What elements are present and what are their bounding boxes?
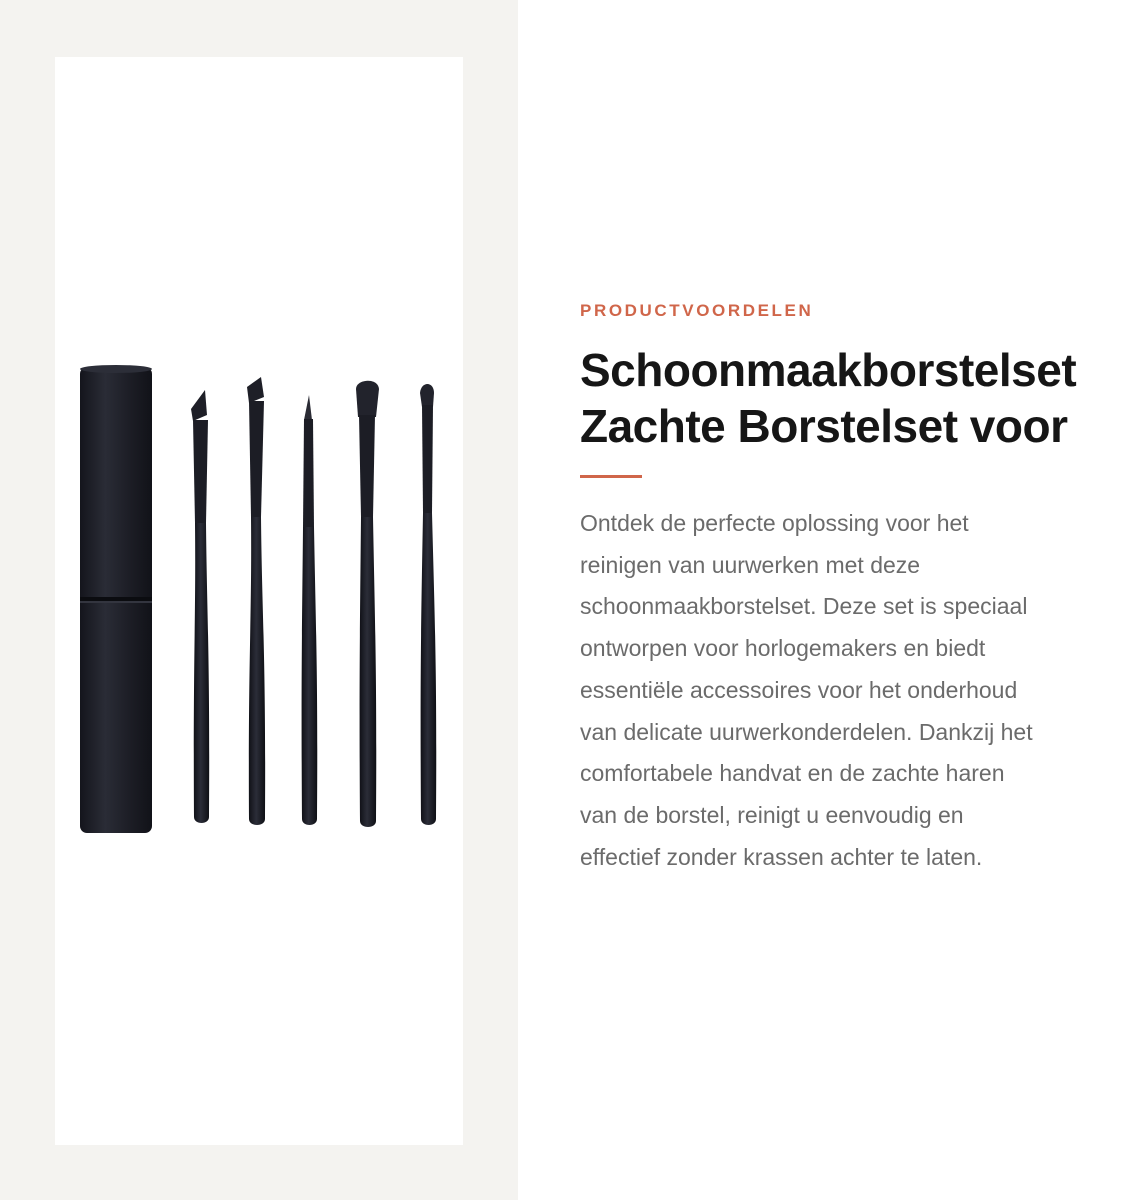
brush-case — [80, 365, 152, 833]
description-line: ontworpen voor horlogemakers en biedt — [580, 635, 986, 662]
product-description — [580, 503, 1139, 878]
product-title-line-1: Schoonmaakborstelset — [580, 344, 1077, 396]
description-line: essentiële accessoires voor het onderhoud — [580, 676, 1018, 703]
image-panel — [0, 0, 518, 1200]
product-image-card — [55, 57, 463, 1145]
description-line: schoonmaakborstelset. Deze set is speciaal — [580, 593, 1028, 620]
product-title-line-2: Zachte Borstelset voor — [580, 400, 1068, 452]
description-line: effectief zonder krassen achter te laten. — [580, 843, 983, 870]
description-line: van de borstel, reinigt u eenvoudig en — [580, 801, 964, 828]
product-image — [55, 57, 463, 1145]
product-benefits-section — [580, 0, 1139, 1200]
description-line: reinigen van uurwerken met deze — [580, 551, 921, 578]
section-eyebrow: PRODUCTVOORDELEN — [580, 301, 814, 320]
product-title — [580, 342, 1139, 454]
description-line: comfortabele handvat en de zachte haren — [580, 760, 1005, 787]
brush-flat — [356, 381, 379, 827]
description-line: Ontdek de perfecte oplossing voor het — [580, 510, 969, 536]
brush-angled-2 — [247, 377, 265, 825]
brush-liner — [302, 395, 318, 825]
brush-angled — [191, 390, 209, 823]
accent-divider — [580, 475, 642, 478]
brush-round — [420, 384, 436, 825]
description-line: van delicate uurwerkonderdelen. Dankzij het — [580, 718, 1033, 745]
